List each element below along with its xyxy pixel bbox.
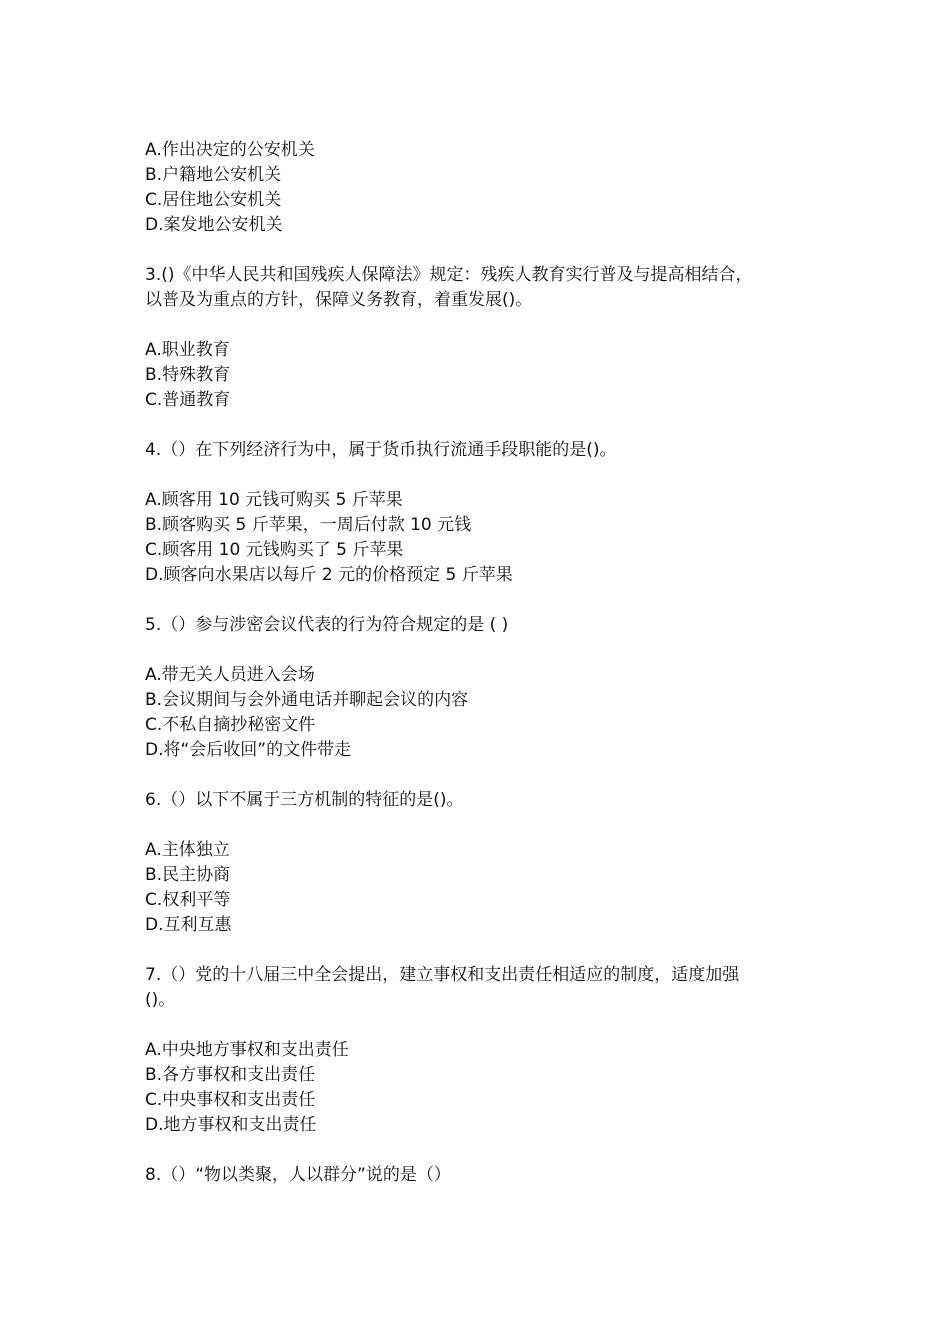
option-c: C.居住地公安机关 [145, 190, 282, 210]
option-a: A.主体独立 [145, 840, 230, 860]
question-stem: 3.()《中华人民共和国残疾人保障法》规定：残疾人教育实行普及与提高相结合， [145, 265, 753, 285]
option-c: C.中央事权和支出责任 [145, 1090, 316, 1110]
question-3 [145, 263, 815, 413]
question-5 [145, 613, 815, 763]
question-8 [145, 1163, 815, 1188]
option-a: A.带无关人员进入会场 [145, 665, 315, 685]
option-b: B.民主协商 [145, 865, 231, 885]
option-d: D.将“会后收回”的文件带走 [145, 740, 352, 760]
question-6 [145, 788, 815, 938]
question-stem: 4.（）在下列经济行为中，属于货币执行流通手段职能的是()。 [145, 440, 617, 460]
option-d: D.案发地公安机关 [145, 215, 283, 235]
question-content [145, 138, 815, 1188]
question-stem: 6.（）以下不属于三方机制的特征的是()。 [145, 790, 464, 810]
option-a: A.作出决定的公安机关 [145, 140, 315, 160]
option-a: A.顾客用 10 元钱可购买 5 斤苹果 [145, 490, 403, 510]
question-stem: 5.（）参与涉密会议代表的行为符合规定的是 ( ) [145, 615, 509, 635]
question-stem-continued: 以普及为重点的方针，保障义务教育，着重发展()。 [145, 290, 533, 310]
question-stem-continued: ()。 [145, 990, 176, 1010]
option-a: A.职业教育 [145, 340, 230, 360]
question-7 [145, 963, 815, 1138]
option-d: D.互利互惠 [145, 915, 232, 935]
question-4 [145, 438, 815, 588]
option-c: C.权利平等 [145, 890, 231, 910]
option-b: B.会议期间与会外通电话并聊起会议的内容 [145, 690, 469, 710]
q2-options [145, 138, 815, 238]
option-b: B.户籍地公安机关 [145, 165, 282, 185]
question-stem: 7.（）党的十八届三中全会提出，建立事权和支出责任相适应的制度，适度加强 [145, 965, 740, 985]
option-c: C.顾客用 10 元钱购买了 5 斤苹果 [145, 540, 404, 560]
option-c: C.不私自摘抄秘密文件 [145, 715, 316, 735]
option-a: A.中央地方事权和支出责任 [145, 1040, 349, 1060]
question-stem: 8.（）“物以类聚，人以群分”说的是（） [145, 1165, 451, 1185]
option-d: D.地方事权和支出责任 [145, 1115, 317, 1135]
option-b: B.各方事权和支出责任 [145, 1065, 316, 1085]
option-d: D.顾客向水果店以每斤 2 元的价格预定 5 斤苹果 [145, 565, 513, 585]
option-c: C.普通教育 [145, 390, 231, 410]
option-b: B.特殊教育 [145, 365, 231, 385]
option-b: B.顾客购买 5 斤苹果，一周后付款 10 元钱 [145, 515, 472, 535]
